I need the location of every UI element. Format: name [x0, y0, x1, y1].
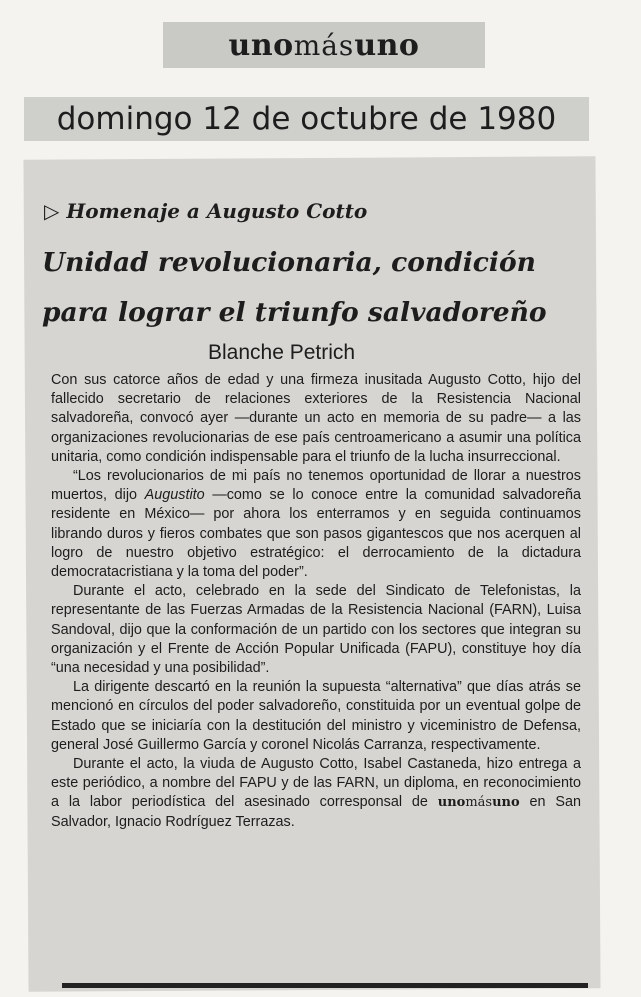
headline [42, 238, 592, 338]
paragraph-4: La dirigente descartó en la reunión la supuesta “alternativa” que días atrás se mencionó en círculos del poder salvadoreño, constituida por un eventual golpe de Estado que se iniciaría con la destitución del ministro y viceministro de Defensa, general José Guillermo García y coronel Nicolás Carranza, respectivamente. [51, 679, 581, 753]
paragraph-2 [51, 467, 581, 582]
dateline: domingo 12 de octubre de 1980 [24, 97, 589, 141]
article-body [51, 371, 581, 832]
paragraph-1: Con sus catorce años de edad y una firmeza inusitada Augusto Cotto, hijo del fallecido secretario de relaciones exteriores de la Resistencia Nacional salvadoreña, convocó ayer —durante un acto en memoria de su padre— a las organizaciones revolucionarias de ese país centroamericano a asumir una política unitaria, como condición indispensable para el triunfo de la lucha insurreccional. [51, 372, 581, 465]
newspaper-masthead [163, 22, 485, 68]
paragraph-2-nickname: Augustito [144, 487, 205, 504]
kicker: ▷ Homenaje a Augusto Cotto [44, 199, 368, 223]
paragraph-5 [51, 755, 581, 832]
headline-line-1: Unidad revolucionaria, condición [42, 247, 536, 278]
byline: Blanche Petrich [208, 341, 356, 364]
inline-uno-right: uno [492, 795, 520, 811]
inline-masthead-logo [438, 794, 520, 810]
bottom-rule [62, 983, 588, 988]
masthead-mas: más [293, 28, 355, 62]
headline-line-2: para lograr el triunfo salvadoreño [42, 297, 547, 328]
masthead-uno-right: uno [354, 27, 420, 63]
paragraph-3: Durante el acto, celebrado en la sede del Sindicato de Telefonistas, la representante de las Fuerzas Armadas de la Resistencia Nacional (FARN), Luisa Sandoval, dijo que la conformación de un partido con los sectores que integran su organización y el Frente de Acción Popular Unificada (FAPU), constituye hoy día “una necesidad y una posibilidad”. [51, 583, 581, 677]
masthead-uno-left: uno [228, 27, 294, 63]
inline-mas: más [465, 795, 493, 811]
paragraph-2-text-a: “Los revolucionarios de mi país no tenemos oportunidad de llorar a nuestros muertos, dijo [51, 468, 581, 504]
paragraph-5-text-b: en San Salvador, Ignacio Rodríguez Terrazas. [51, 794, 581, 830]
paragraph-2-text-b: —como se lo conoce entre la comunidad salvadoreña residente en México— por ahora los enterramos y en seguida continuamos librando duros y fieros combates que son pasos gigantescos que nos acerquen al logro de nuestro objetivo estratégico: el derrocamiento de la dictadura democratacristiana y la toma del poder”. [51, 487, 581, 581]
inline-uno-left: uno [437, 795, 466, 811]
paragraph-5-text-a: Durante el acto, la viuda de Augusto Cotto, Isabel Castaneda, hizo entrega a este periódico, a nombre del FAPU y de las FARN, un diploma, en reconocimiento a la labor periodística del asesinado corresponsal de [51, 756, 581, 811]
